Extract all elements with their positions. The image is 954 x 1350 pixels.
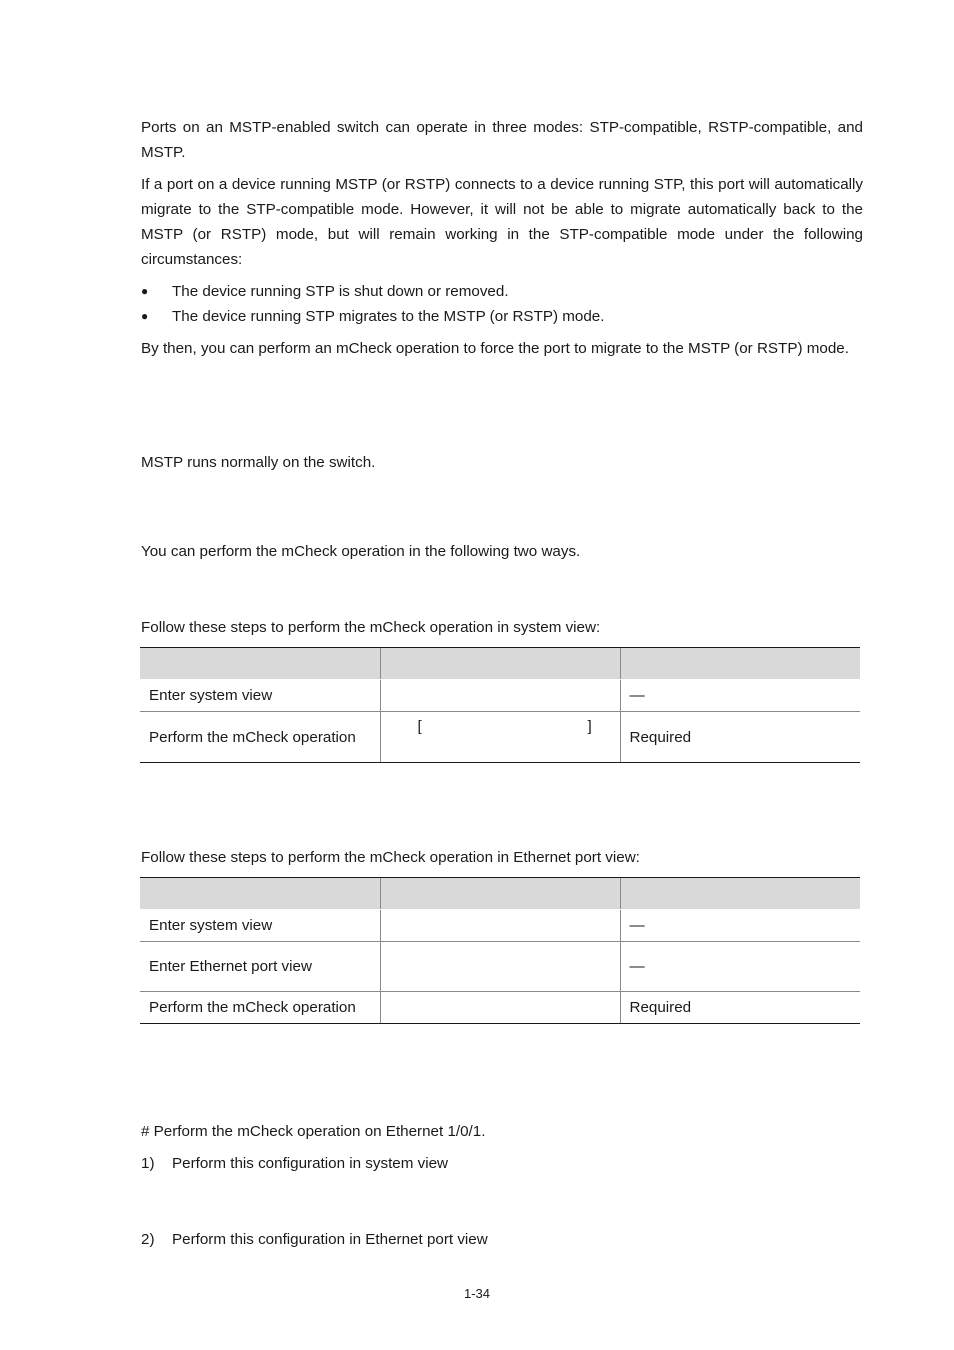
prerequisites-text: MSTP runs normally on the switch. — [141, 454, 376, 471]
port-view-intro: Follow these steps to perform the mCheck operation in Ethernet port view: — [141, 849, 640, 866]
bullet-text: The device running STP is shut down or removed. — [172, 283, 509, 300]
example-intro: # Perform the mCheck operation on Ethernet 1/0/1. — [141, 1123, 486, 1140]
table-row — [140, 680, 860, 712]
operation-cell: Perform the mCheck operation — [140, 992, 380, 1024]
close-bracket: ] — [587, 718, 592, 735]
procedure-text: You can perform the mCheck operation in the following two ways. — [141, 543, 581, 560]
table-row — [140, 942, 860, 992]
step-text: Perform this configuration in system view — [172, 1155, 449, 1172]
command-cell — [380, 942, 620, 992]
header-cell-command — [380, 648, 620, 680]
table-row — [140, 910, 860, 942]
system-view-intro: Follow these steps to perform the mCheck operation in system view: — [141, 619, 601, 636]
remarks-cell: Required — [620, 712, 860, 763]
bullet-dot-icon: ● — [141, 284, 149, 298]
command-cell — [380, 992, 620, 1024]
remarks-cell: — — [620, 910, 860, 942]
intro-paragraph-2: If a port on a device running MSTP (or RSTP) connects to a device running STP, this port will automatically migrate to the STP-compatible mode. However, it will not be able to migrate automatically back to the MSTP (or RSTP) mode, but will remain working in the STP-compatible mode under the following circumstances: — [141, 176, 863, 268]
intro-paragraph-1: Ports on an MSTP-enabled switch can operate in three modes: STP-compatible, RSTP-compatible, and MSTP. — [141, 119, 863, 161]
remarks-cell: Required — [620, 992, 860, 1024]
operation-cell: Enter system view — [140, 910, 380, 942]
header-cell-operation — [140, 878, 380, 910]
header-cell-command — [380, 878, 620, 910]
header-cell-remarks — [620, 878, 860, 910]
step-text: Perform this configuration in Ethernet port view — [172, 1231, 488, 1248]
remarks-cell: — — [620, 680, 860, 712]
operation-cell: Enter system view — [140, 680, 380, 712]
header-cell-operation — [140, 648, 380, 680]
step-number: 2) — [141, 1231, 155, 1248]
table-row — [140, 992, 860, 1024]
operation-cell: Enter Ethernet port view — [140, 942, 380, 992]
header-cell-remarks — [620, 648, 860, 680]
bullet-dot-icon: ● — [141, 309, 149, 323]
command-cell — [380, 910, 620, 942]
page-number: 1-34 — [463, 1286, 491, 1301]
operation-cell: Perform the mCheck operation — [140, 712, 380, 763]
system-view-table — [140, 647, 860, 763]
command-cell — [380, 680, 620, 712]
step-number: 1) — [141, 1155, 155, 1172]
remarks-cell: — — [620, 942, 860, 992]
port-view-table — [140, 877, 860, 1024]
table-header-row — [140, 648, 860, 680]
intro-paragraph-3: By then, you can perform an mCheck operation to force the port to migrate to the MSTP (or RSTP) mode. — [141, 340, 849, 357]
bullet-text: The device running STP migrates to the MSTP (or RSTP) mode. — [172, 308, 605, 325]
table-header-row — [140, 878, 860, 910]
table-row — [140, 712, 860, 763]
open-bracket: [ — [417, 718, 422, 735]
command-cell — [380, 712, 620, 763]
